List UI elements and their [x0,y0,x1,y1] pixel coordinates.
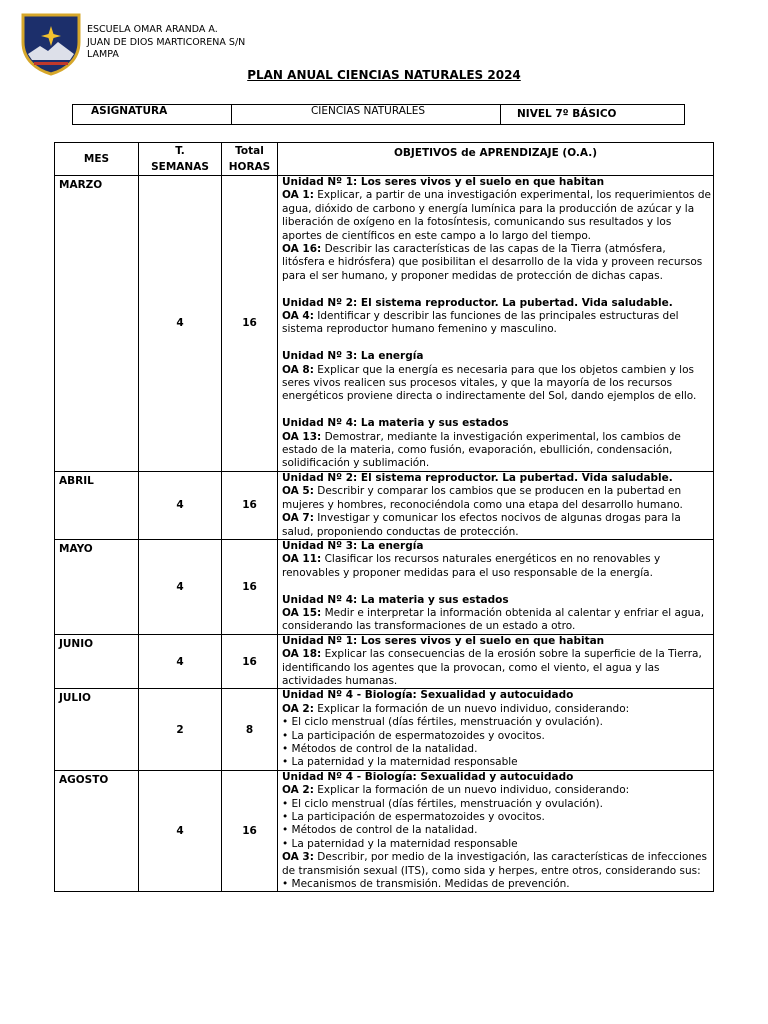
unit-title: Unidad Nº 4 - Biología: Sexualidad y autocuidado [282,689,574,702]
unit-title: Unidad Nº 3: La energía [282,350,424,363]
oa-code: OA 18: [282,648,322,661]
oa-text: Describir las características de las capas de la Tierra (atmósfera, litósfera e hidrósfera) que posibilitan el desarrollo de la vida y proveen recursos para el ser humano, y proponer medidas de protección de dichas capas. [282,243,703,282]
bullet-item: • Métodos de control de la natalidad. [282,743,478,755]
header-semanas-line1: T. [175,145,185,157]
oa-code: OA 15: [282,606,322,619]
weeks-cell: 4 [139,634,222,689]
unit-title: Unidad Nº 4 - Biología: Sexualidad y autocuidado [282,770,574,783]
oa-code: OA 16: [282,243,322,256]
oa-code: OA 2: [282,784,314,797]
header-objetivos-text: OBJETIVOS de APRENDIZAJE (O.A.) [393,147,597,159]
table-row [55,176,714,472]
bullet-item: • La paternidad y la maternidad responsable [282,837,518,850]
bullet-item: • Métodos de control de la natalidad. [282,824,478,837]
oa-text: Identificar y describir las funciones de las principales estructuras del sistema reproductor humano femenino y masculino. [282,310,679,336]
header-mes [55,143,139,176]
weeks-cell: 2 [139,689,222,770]
oa-code: OA 1: [282,189,314,202]
table-row [55,471,714,539]
oa-item [282,310,711,337]
objectives-cell [278,689,714,770]
header-semanas [139,143,222,176]
oa-item [282,553,711,580]
oa-item [282,784,711,797]
weeks-cell: 4 [139,471,222,539]
month-cell: MARZO [55,176,139,472]
weeks-cell: 4 [139,770,222,892]
nivel-cell: NIVEL 7º BÁSICO [501,105,685,125]
objectives-cell [278,176,714,472]
weeks-cell: 4 [139,176,222,472]
oa-text: Investigar y comunicar los efectos nocivos de algunas drogas para la salud, proponiendo conductas de protección. [282,512,681,538]
oa-text: Clasificar los recursos naturales energéticos en no renovables y renovables y proponer medidas para el uso responsable de la energía. [282,553,661,579]
school-info [87,24,245,62]
bullet-item: • La paternidad y la maternidad responsable [282,756,518,769]
oa-text: Explicar que la energía es necesaria para que los objetos cambien y los seres vivos realicen sus procesos vitales, y que la mayoría de los recursos energéticos proviene directa o indirectamente del Sol, dando ejemplos de ello. [282,363,697,403]
header-mes-text: MES [83,153,110,165]
objectives-cell [278,770,714,892]
hours-cell: 16 [222,539,278,634]
block-spacer [282,337,711,350]
month-cell: MAYO [55,539,139,634]
unit-title: Unidad Nº 2: El sistema reproductor. La pubertad. Vida saludable. [282,296,673,309]
oa-code: OA 2: [282,702,314,715]
oa-text: Medir e interpretar la información obtenida al calentar y enfriar el agua, considerando las transformaciones de un estado a otro. [282,606,705,633]
block-spacer [282,404,711,417]
oa-item [282,648,711,688]
oa-code: OA 3: [282,851,314,864]
oa-code: OA 4: [282,310,314,323]
school-city: LAMPA [87,49,119,60]
oa-item [282,364,711,404]
unit-title: Unidad Nº 1: Los seres vivos y el suelo en que habitan [282,634,605,647]
bullet-item: • La participación de espermatozoides y ovocitos. [282,729,545,742]
oa-code: OA 11: [282,553,322,566]
oa-text: Explicar las consecuencias de la erosión sobre la superficie de la Tierra, identificando los agentes que la provocan, como el viento, el agua y las actividades humanas. [282,648,702,687]
unit-title: Unidad Nº 4: La materia y sus estados [282,417,509,430]
hours-cell: 8 [222,689,278,770]
plan-table-body [55,176,714,892]
oa-item [282,485,711,512]
oa-text: Describir y comparar los cambios que se producen en la pubertad en mujeres y hombres, reconociéndola como una etapa del desarrollo humano. [282,485,683,511]
oa-code: OA 7: [282,512,314,525]
month-cell: AGOSTO [55,770,139,892]
oa-item [282,512,711,539]
oa-text: Explicar la formación de un nuevo individuo, considerando: [313,784,630,797]
header-horas-line2: HORAS [228,161,271,173]
subject-bar [72,104,685,125]
oa-text: Demostrar, mediante la investigación experimental, los cambios de estado de la materia, como fusión, evaporación, ebullición, condensación, solidificación y sublimación. [282,430,681,470]
school-address: JUAN DE DIOS MARTICORENA S/N [87,36,246,48]
oa-code: OA 13: [282,430,322,443]
header-semanas-line2: SEMANAS [151,161,209,173]
table-row [55,634,714,689]
table-header-row [55,143,714,176]
table-row [55,770,714,892]
hours-cell: 16 [222,770,278,892]
asignatura-label: ASIGNATURA [73,105,232,125]
objectives-cell [278,539,714,634]
bullet-item: • La participación de espermatozoides y ovocitos. [282,811,545,824]
asignatura-value [232,105,501,125]
bullet-item: • El ciclo menstrual (días fértiles, menstruación y ovulación). [282,797,603,810]
oa-item [282,189,711,243]
bullet-item: • Mecanismos de transmisión. Medidas de prevención. [282,878,570,891]
weeks-cell: 4 [139,539,222,634]
plan-table [54,142,714,892]
asignatura-value-text: CIENCIAS NATURALES [310,105,426,117]
objectives-cell [278,471,714,539]
oa-text: Describir, por medio de la investigación, las características de infecciones de transmisión sexual (ITS), como sida y herpes, entre otros, considerando sus: [282,851,707,877]
table-row [55,689,714,770]
header-horas-line1: Total [235,145,264,157]
school-name: ESCUELA OMAR ARANDA A. [87,24,218,35]
header-objetivos [278,143,714,176]
table-row [55,539,714,634]
objectives-cell [278,634,714,689]
oa-item [282,703,711,716]
oa-item [282,607,711,634]
unit-title: Unidad Nº 1: Los seres vivos y el suelo en que habitan [282,176,605,188]
oa-code: OA 8: [282,363,314,376]
oa-item [282,431,711,471]
unit-title: Unidad Nº 2: El sistema reproductor. La pubertad. Vida saludable. [282,471,673,484]
block-spacer [282,283,711,296]
month-cell: ABRIL [55,471,139,539]
oa-text: Explicar la formación de un nuevo individuo, considerando: [313,702,630,715]
unit-title: Unidad Nº 4: La materia y sus estados [282,593,509,606]
oa-text: Explicar, a partir de una investigación experimental, los requerimientos de agua, dióxido de carbono y energía lumínica para la producción de azúcar y la liberación de oxígeno en la fotosíntesis, comunicando sus resultados y los aportes de científicos en este campo a lo largo del tiempo. [282,189,711,242]
block-spacer [282,580,711,593]
hours-cell: 16 [222,471,278,539]
month-cell: JULIO [55,689,139,770]
document-title: PLAN ANUAL CIENCIAS NATURALES 2024 [247,68,521,82]
oa-item [282,851,711,878]
hours-cell: 16 [222,634,278,689]
header-horas [222,143,278,176]
unit-title: Unidad Nº 3: La energía [282,539,424,552]
hours-cell: 16 [222,176,278,472]
month-cell: JUNIO [55,634,139,689]
bullet-item: • El ciclo menstrual (días fértiles, menstruación y ovulación). [282,716,603,729]
school-logo [20,12,82,76]
oa-code: OA 5: [282,485,314,498]
oa-item [282,243,711,283]
